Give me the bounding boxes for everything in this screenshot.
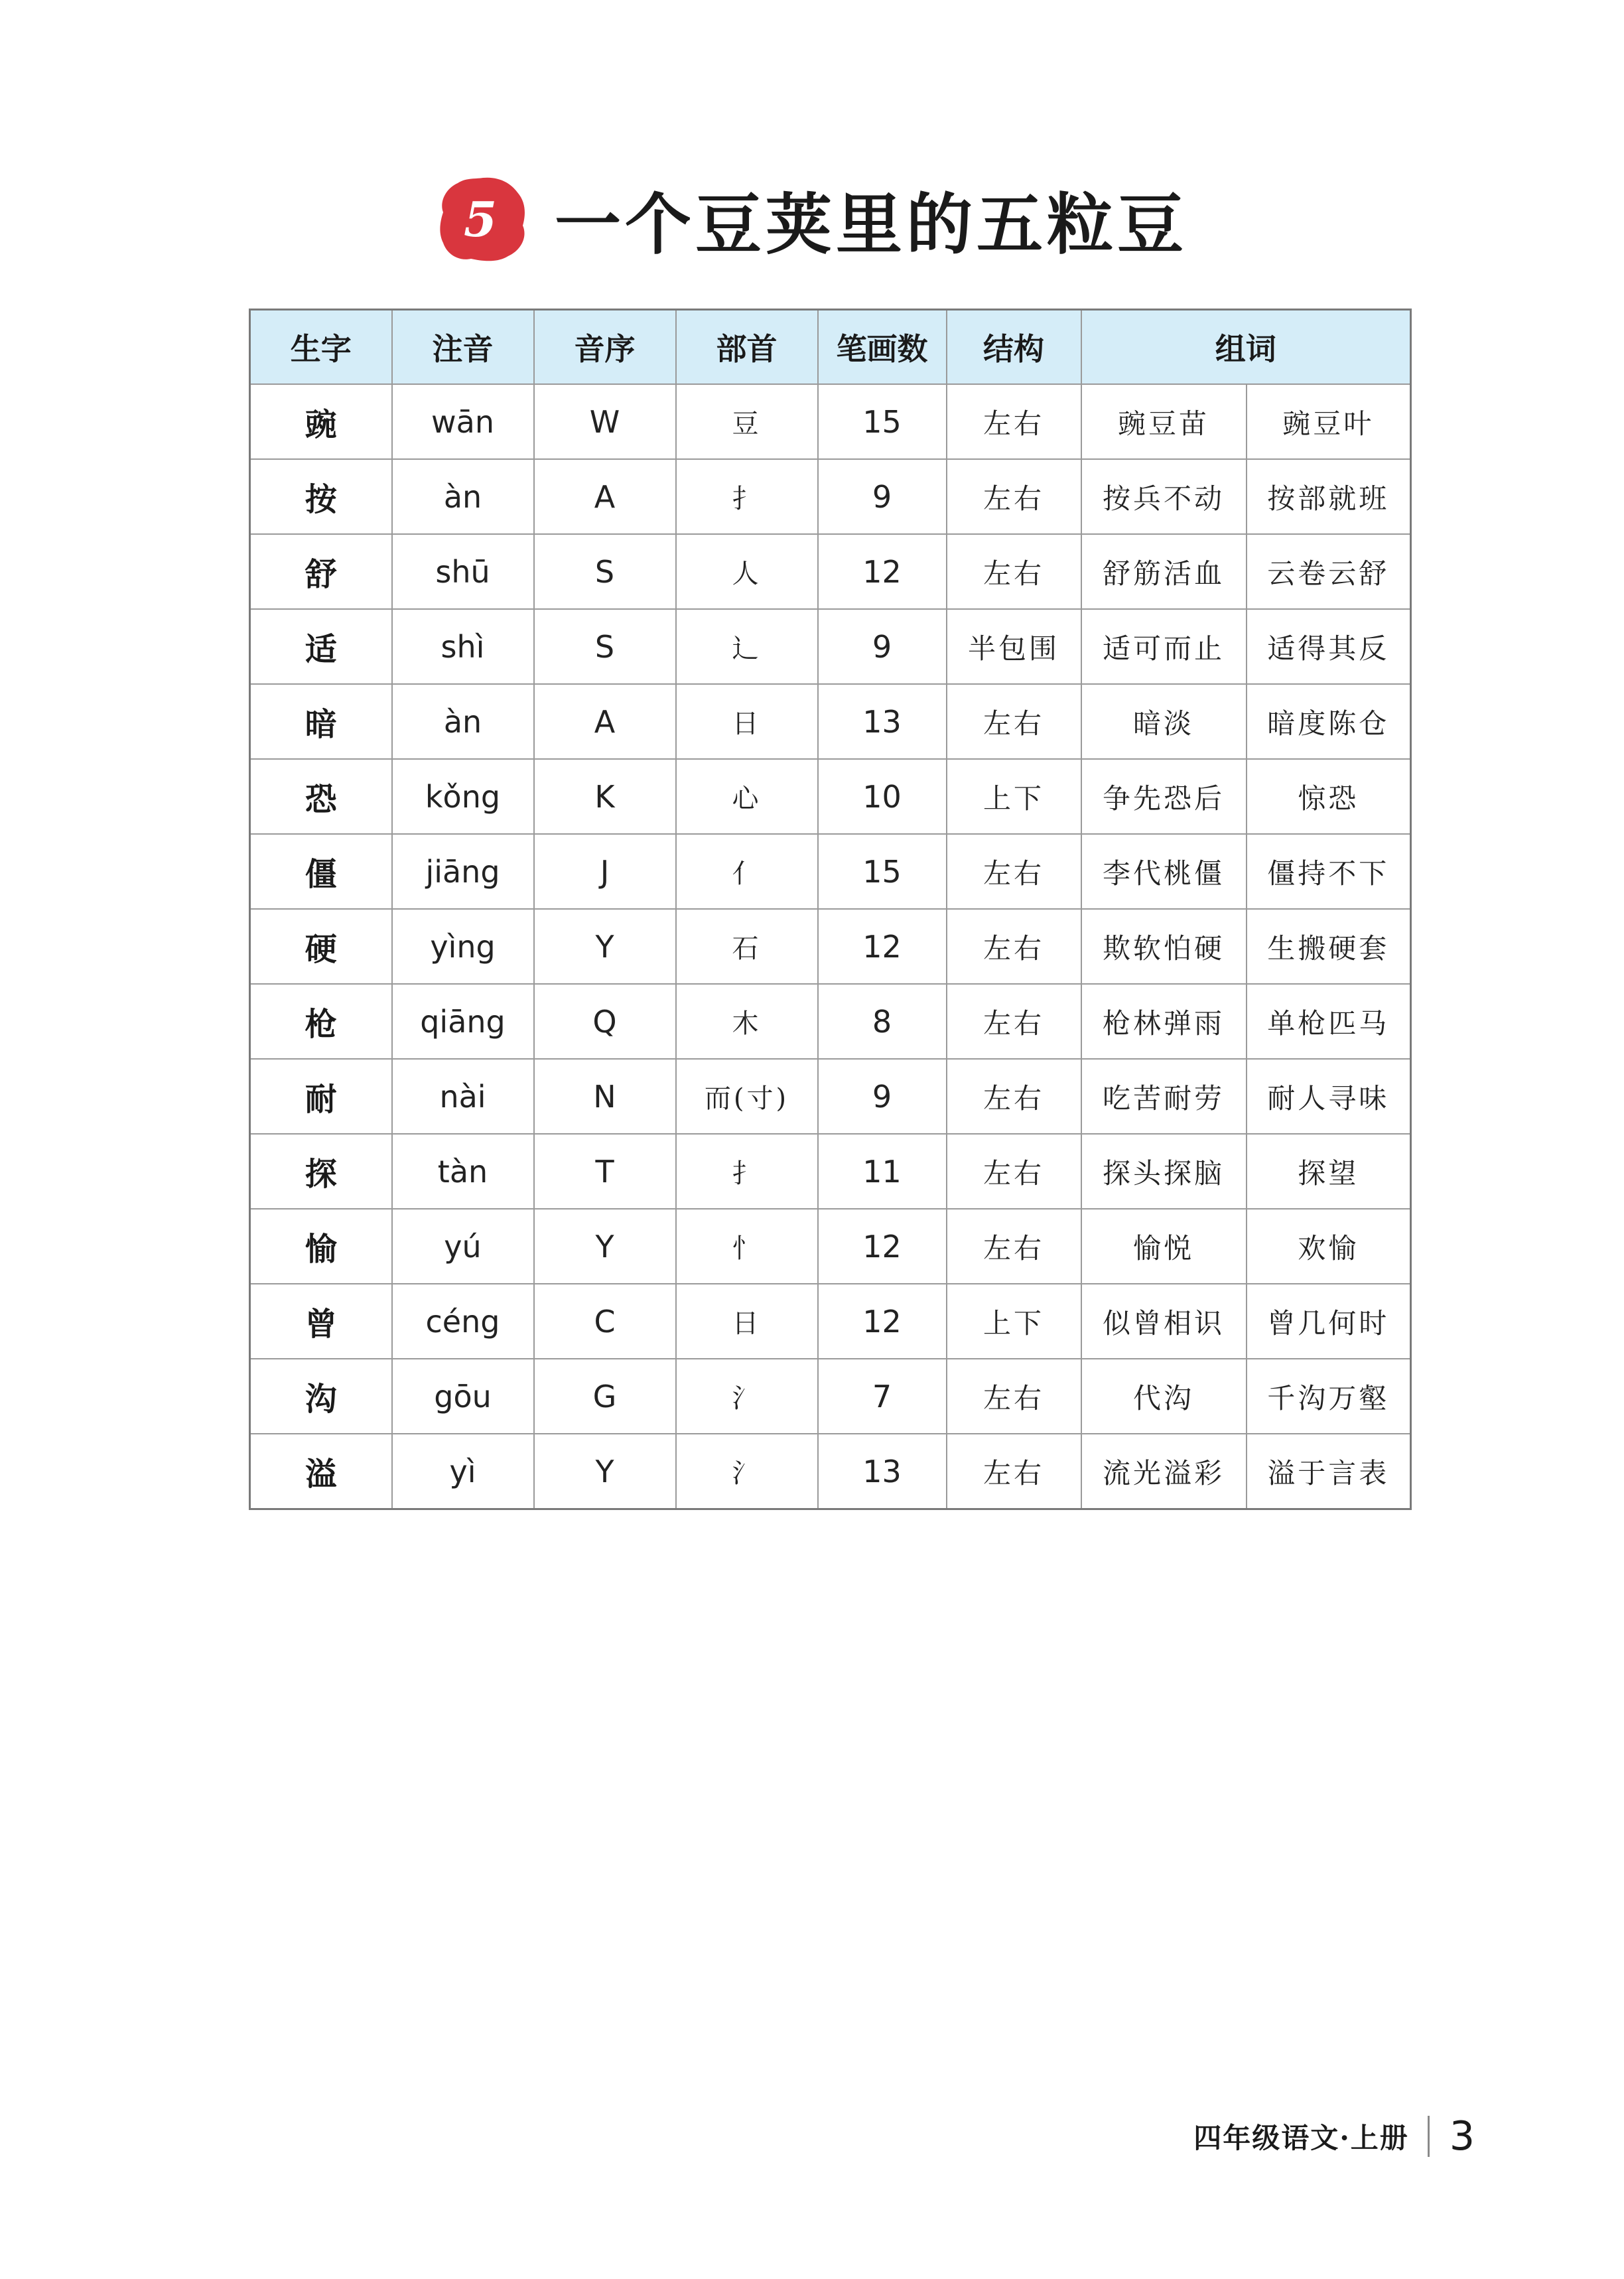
- cell-structure: 上下: [947, 1284, 1081, 1359]
- cell-radical: 而(寸): [676, 1059, 818, 1134]
- cell-radical: 忄: [676, 1209, 818, 1284]
- table-row: [250, 684, 1411, 759]
- cell-char: 曾: [250, 1284, 392, 1359]
- cell-radical: 扌: [676, 459, 818, 534]
- cell-pinyin: yì: [392, 1434, 534, 1509]
- cell-word-1: 流光溢彩: [1081, 1434, 1247, 1509]
- cell-radical: 辶: [676, 609, 818, 684]
- table-row: [250, 759, 1411, 834]
- cell-word-2: 欢愉: [1247, 1209, 1411, 1284]
- cell-word-2: 适得其反: [1247, 609, 1411, 684]
- cell-order: N: [534, 1059, 676, 1134]
- lesson-title: 一个豆荚里的五粒豆: [555, 185, 1187, 263]
- table-row: [250, 1284, 1411, 1359]
- cell-radical: 石: [676, 909, 818, 984]
- cell-order: S: [534, 609, 676, 684]
- cell-word-1: 欺软怕硬: [1081, 909, 1247, 984]
- cell-strokes: 12: [818, 534, 947, 609]
- cell-structure: 左右: [947, 909, 1081, 984]
- cell-word-2: 生搬硬套: [1247, 909, 1411, 984]
- cell-structure: 左右: [947, 1359, 1081, 1434]
- cell-order: J: [534, 834, 676, 909]
- cell-word-1: 舒筋活血: [1081, 534, 1247, 609]
- lesson-number-badge: [437, 173, 529, 265]
- cell-radical: 人: [676, 534, 818, 609]
- cell-char: 舒: [250, 534, 392, 609]
- header-strokes: 笔画数: [818, 310, 947, 385]
- cell-char: 耐: [250, 1059, 392, 1134]
- cell-structure: 上下: [947, 759, 1081, 834]
- cell-order: S: [534, 534, 676, 609]
- lesson-number: 5: [463, 190, 498, 247]
- footer-divider: [1428, 2116, 1430, 2157]
- cell-pinyin: yìng: [392, 909, 534, 984]
- header-order: 音序: [534, 310, 676, 385]
- cell-char: 溢: [250, 1434, 392, 1509]
- cell-char: 硬: [250, 909, 392, 984]
- cell-word-1: 暗淡: [1081, 684, 1247, 759]
- table-body: [250, 384, 1411, 1509]
- book-title: 四年级语文·上册: [1193, 2122, 1409, 2154]
- cell-pinyin: gōu: [392, 1359, 534, 1434]
- cell-order: Y: [534, 1209, 676, 1284]
- header-pinyin: 注音: [392, 310, 534, 385]
- cell-word-2: 溢于言表: [1247, 1434, 1411, 1509]
- cell-radical: 日: [676, 684, 818, 759]
- cell-strokes: 13: [818, 684, 947, 759]
- cell-radical: 氵: [676, 1359, 818, 1434]
- cell-structure: 左右: [947, 1434, 1081, 1509]
- cell-strokes: 13: [818, 1434, 947, 1509]
- cell-radical: 氵: [676, 1434, 818, 1509]
- cell-pinyin: àn: [392, 684, 534, 759]
- cell-strokes: 15: [818, 834, 947, 909]
- cell-structure: 左右: [947, 1209, 1081, 1284]
- cell-word-1: 探头探脑: [1081, 1134, 1247, 1209]
- cell-strokes: 15: [818, 384, 947, 459]
- cell-strokes: 7: [818, 1359, 947, 1434]
- cell-structure: 左右: [947, 534, 1081, 609]
- table-row: [250, 384, 1411, 459]
- cell-strokes: 11: [818, 1134, 947, 1209]
- cell-word-2: 豌豆叶: [1247, 384, 1411, 459]
- cell-word-2: 暗度陈仓: [1247, 684, 1411, 759]
- cell-word-2: 按部就班: [1247, 459, 1411, 534]
- cell-structure: 左右: [947, 834, 1081, 909]
- cell-pinyin: shì: [392, 609, 534, 684]
- header-words: 组词: [1081, 310, 1411, 385]
- table-row: [250, 984, 1411, 1059]
- cell-strokes: 9: [818, 1059, 947, 1134]
- cell-structure: 左右: [947, 984, 1081, 1059]
- cell-order: K: [534, 759, 676, 834]
- lesson-header: [0, 159, 1624, 279]
- cell-char: 豌: [250, 384, 392, 459]
- cell-word-1: 按兵不动: [1081, 459, 1247, 534]
- cell-word-1: 代沟: [1081, 1359, 1247, 1434]
- page-number: 3: [1449, 2113, 1475, 2160]
- cell-radical: 日: [676, 1284, 818, 1359]
- cell-radical: 豆: [676, 384, 818, 459]
- cell-word-2: 云卷云舒: [1247, 534, 1411, 609]
- table-row: [250, 459, 1411, 534]
- cell-strokes: 8: [818, 984, 947, 1059]
- cell-order: W: [534, 384, 676, 459]
- cell-word-2: 单枪匹马: [1247, 984, 1411, 1059]
- cell-structure: 左右: [947, 684, 1081, 759]
- page-footer: [1193, 2110, 1475, 2163]
- header-char: 生字: [250, 310, 392, 385]
- table-row: [250, 534, 1411, 609]
- cell-radical: 木: [676, 984, 818, 1059]
- cell-pinyin: àn: [392, 459, 534, 534]
- table-row: [250, 1059, 1411, 1134]
- cell-pinyin: jiāng: [392, 834, 534, 909]
- cell-word-1: 适可而止: [1081, 609, 1247, 684]
- table-row: [250, 609, 1411, 684]
- table-row: [250, 1134, 1411, 1209]
- cell-word-1: 争先恐后: [1081, 759, 1247, 834]
- cell-word-1: 枪林弹雨: [1081, 984, 1247, 1059]
- cell-char: 僵: [250, 834, 392, 909]
- table-row: [250, 1434, 1411, 1509]
- cell-char: 按: [250, 459, 392, 534]
- header-radical: 部首: [676, 310, 818, 385]
- cell-structure: 半包围: [947, 609, 1081, 684]
- cell-order: Y: [534, 1434, 676, 1509]
- cell-order: T: [534, 1134, 676, 1209]
- cell-strokes: 12: [818, 909, 947, 984]
- new-characters-table: [249, 309, 1412, 1510]
- table-row: [250, 1209, 1411, 1284]
- cell-pinyin: shū: [392, 534, 534, 609]
- cell-structure: 左右: [947, 384, 1081, 459]
- cell-order: G: [534, 1359, 676, 1434]
- cell-word-1: 吃苦耐劳: [1081, 1059, 1247, 1134]
- cell-structure: 左右: [947, 459, 1081, 534]
- cell-char: 沟: [250, 1359, 392, 1434]
- cell-word-2: 千沟万壑: [1247, 1359, 1411, 1434]
- cell-radical: 扌: [676, 1134, 818, 1209]
- cell-pinyin: céng: [392, 1284, 534, 1359]
- cell-order: C: [534, 1284, 676, 1359]
- cell-char: 恐: [250, 759, 392, 834]
- cell-strokes: 9: [818, 459, 947, 534]
- cell-word-2: 惊恐: [1247, 759, 1411, 834]
- cell-strokes: 12: [818, 1209, 947, 1284]
- table-row: [250, 834, 1411, 909]
- cell-word-2: 探望: [1247, 1134, 1411, 1209]
- table-row: [250, 909, 1411, 984]
- cell-order: Q: [534, 984, 676, 1059]
- table-header-row: [250, 310, 1411, 385]
- cell-order: A: [534, 459, 676, 534]
- cell-char: 暗: [250, 684, 392, 759]
- cell-word-2: 曾几何时: [1247, 1284, 1411, 1359]
- cell-word-1: 豌豆苗: [1081, 384, 1247, 459]
- cell-word-2: 僵持不下: [1247, 834, 1411, 909]
- table-row: [250, 1359, 1411, 1434]
- cell-strokes: 10: [818, 759, 947, 834]
- cell-char: 探: [250, 1134, 392, 1209]
- cell-structure: 左右: [947, 1059, 1081, 1134]
- cell-char: 适: [250, 609, 392, 684]
- cell-char: 愉: [250, 1209, 392, 1284]
- cell-pinyin: tàn: [392, 1134, 534, 1209]
- cell-strokes: 9: [818, 609, 947, 684]
- cell-structure: 左右: [947, 1134, 1081, 1209]
- cell-order: A: [534, 684, 676, 759]
- cell-strokes: 12: [818, 1284, 947, 1359]
- cell-pinyin: yú: [392, 1209, 534, 1284]
- cell-pinyin: qiāng: [392, 984, 534, 1059]
- cell-pinyin: kǒng: [392, 759, 534, 834]
- cell-pinyin: nài: [392, 1059, 534, 1134]
- cell-word-1: 愉悦: [1081, 1209, 1247, 1284]
- cell-word-1: 似曾相识: [1081, 1284, 1247, 1359]
- cell-radical: 亻: [676, 834, 818, 909]
- header-structure: 结构: [947, 310, 1081, 385]
- cell-char: 枪: [250, 984, 392, 1059]
- cell-word-1: 李代桃僵: [1081, 834, 1247, 909]
- cell-order: Y: [534, 909, 676, 984]
- cell-radical: 心: [676, 759, 818, 834]
- cell-word-2: 耐人寻味: [1247, 1059, 1411, 1134]
- cell-pinyin: wān: [392, 384, 534, 459]
